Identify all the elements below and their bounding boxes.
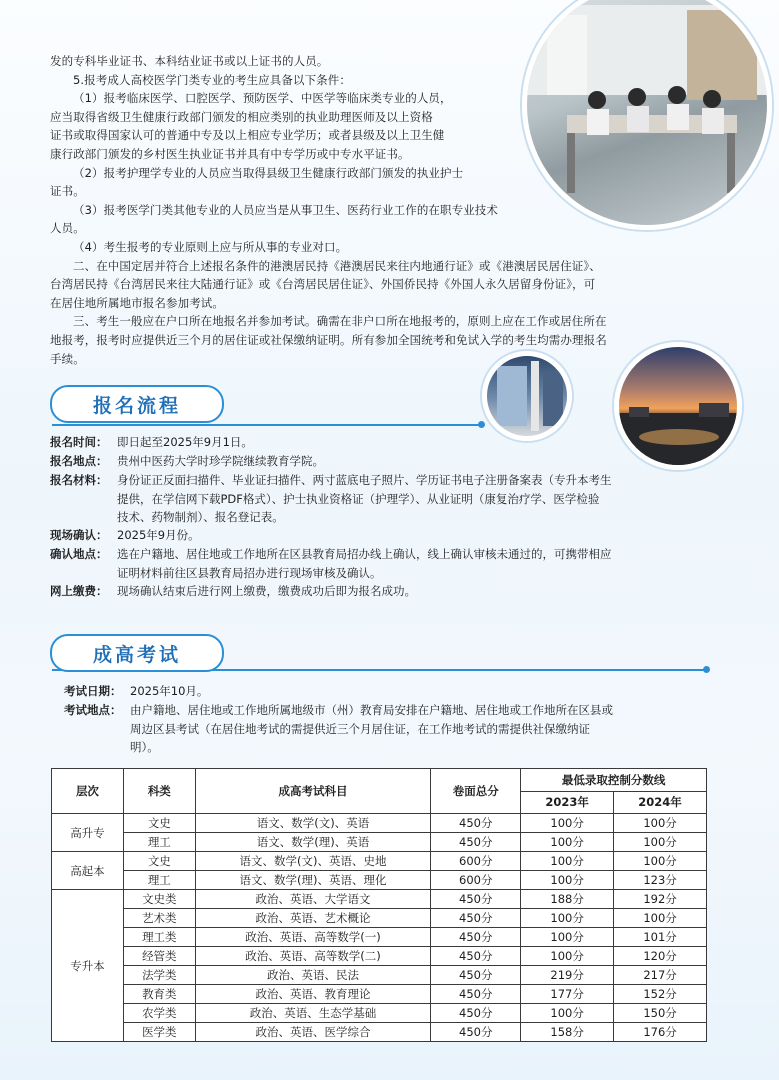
info-value-line: 周边区县考试（在居住地考试的需提供近三个月居住证，在工作地考试的需提供社保缴纳证 xyxy=(130,721,590,736)
info-label: 确认地点： xyxy=(50,547,108,561)
table-cell: 政治、英语、高等数学(一) xyxy=(195,928,431,947)
info-row xyxy=(50,545,720,583)
table-cell: 158分 xyxy=(521,1023,614,1042)
table-cell: 100分 xyxy=(521,928,614,947)
table-cell: 100分 xyxy=(521,871,614,890)
paragraph-line: 二、在中国定居并符合上述报名条件的港澳居民持《港澳居民来往内地通行证》或《港澳居民居住证》、 xyxy=(73,258,601,273)
info-label: 报名地点： xyxy=(50,454,108,468)
table-cell: 152分 xyxy=(614,985,707,1004)
paragraph-line: 人员。 xyxy=(50,221,85,236)
table-cell: 文史 xyxy=(123,852,195,871)
table-cell: 文史类 xyxy=(123,890,195,909)
info-value-line: 由户籍地、居住地或工作地所属地级市（州）教育局安排在户籍地、居住地或工作地所在区县或 xyxy=(130,703,613,717)
table-row xyxy=(52,814,707,833)
table-row xyxy=(52,833,707,852)
info-value: 2025年10月。 xyxy=(130,684,209,698)
table-cell: 450分 xyxy=(431,966,521,985)
table-row xyxy=(52,928,707,947)
table-cell: 450分 xyxy=(431,928,521,947)
table-cell: 450分 xyxy=(431,890,521,909)
score-table xyxy=(51,768,707,1042)
table-cell: 农学类 xyxy=(123,1004,195,1023)
info-value xyxy=(117,545,612,582)
info-value: 现场确认结束后进行网上缴费，缴费成功后即为报名成功。 xyxy=(117,584,416,598)
info-row xyxy=(64,701,714,758)
table-header: 2024年 xyxy=(614,791,707,814)
table-cell: 政治、英语、民法 xyxy=(195,966,431,985)
table-cell: 450分 xyxy=(431,985,521,1004)
info-row xyxy=(50,471,720,528)
table-cell: 经管类 xyxy=(123,947,195,966)
table-cell: 176分 xyxy=(614,1023,707,1042)
table-cell: 450分 xyxy=(431,1004,521,1023)
section-divider xyxy=(52,424,482,426)
paragraph-line: 手续。 xyxy=(50,351,85,366)
info-row xyxy=(50,582,720,601)
table-cell: 政治、英语、大学语文 xyxy=(195,890,431,909)
info-label: 报名材料： xyxy=(50,473,108,487)
top-text-block xyxy=(50,52,720,368)
table-row xyxy=(52,985,707,1004)
info-row xyxy=(50,452,720,471)
info-value: 贵州中医药大学时珍学院继续教育学院。 xyxy=(117,454,324,468)
table-cell: 理工类 xyxy=(123,928,195,947)
paragraph-line: 地报考，报考时应提供近三个月的居住证或社保缴纳证明。所有参加全国统考和免试入学的考生均需办理报名 xyxy=(50,332,607,347)
info-value-line: 技术、药物制剂）、报名登记表。 xyxy=(117,510,284,525)
table-header: 最低录取控制分数线 xyxy=(521,769,707,792)
table-cell: 120分 xyxy=(614,947,707,966)
table-cell: 100分 xyxy=(521,833,614,852)
table-header: 成高考试科目 xyxy=(195,769,431,814)
table-cell: 教育类 xyxy=(123,985,195,1004)
table-cell: 政治、英语、生态学基础 xyxy=(195,1004,431,1023)
table-cell: 600分 xyxy=(431,852,521,871)
table-cell: 100分 xyxy=(614,909,707,928)
table-cell: 450分 xyxy=(431,1023,521,1042)
info-row xyxy=(50,433,720,452)
table-cell: 理工 xyxy=(123,871,195,890)
table-row xyxy=(52,1023,707,1042)
table-header: 层次 xyxy=(52,769,124,814)
table-cell: 政治、英语、教育理论 xyxy=(195,985,431,1004)
table-cell-level: 高升专 xyxy=(52,814,124,852)
table-cell: 150分 xyxy=(614,1004,707,1023)
info-value-line: 明）。 xyxy=(130,740,159,755)
table-cell: 政治、英语、医学综合 xyxy=(195,1023,431,1042)
info-row xyxy=(50,526,720,545)
paragraph-line: 康行政部门颁发的乡村医生执业证书并具有中专学历或中专水平证书。 xyxy=(50,146,410,161)
paragraph-line: 5.报考成人高校医学门类专业的考生应具备以下条件： xyxy=(73,72,351,87)
paragraph-line: 证书或取得国家认可的普通中专及以上相应专业学历；或者县级及以上卫生健 xyxy=(50,128,445,143)
info-label: 报名时间： xyxy=(50,435,108,449)
table-row xyxy=(52,852,707,871)
info-value-line: 身份证正反面扫描件、毕业证扫描件、两寸蓝底电子照片、学历证书电子注册备案表（专升本考生 xyxy=(117,473,612,487)
section-title-exam: 成高考试 xyxy=(50,634,224,672)
table-cell: 政治、英语、高等数学(二) xyxy=(195,947,431,966)
info-value-line: 提供，在学信网下载PDF格式）、护士执业资格证（护理学）、从业证明（康复治疗学、医学检验 xyxy=(117,491,600,506)
table-cell: 177分 xyxy=(521,985,614,1004)
table-cell: 100分 xyxy=(521,1004,614,1023)
table-row xyxy=(52,1004,707,1023)
table-cell: 文史 xyxy=(123,814,195,833)
table-cell: 医学类 xyxy=(123,1023,195,1042)
info-label: 考试日期： xyxy=(64,684,122,698)
table-cell: 100分 xyxy=(614,833,707,852)
paragraph-line: （4）考生报考的专业原则上应与所从事的专业对口。 xyxy=(73,239,348,254)
table-header-row xyxy=(52,769,707,792)
paragraph-line: 在居住地所属地市报名参加考试。 xyxy=(50,295,224,310)
table-cell: 语文、数学(文)、英语 xyxy=(195,814,431,833)
table-cell: 理工 xyxy=(123,833,195,852)
table-cell-level: 专升本 xyxy=(52,890,124,1042)
table-cell: 100分 xyxy=(521,909,614,928)
table-cell: 450分 xyxy=(431,947,521,966)
info-row xyxy=(64,682,714,701)
table-header: 科类 xyxy=(123,769,195,814)
paragraph-line: （2）报考护理学专业的人员应当取得县级卫生健康行政部门颁发的执业护士 xyxy=(73,165,464,180)
table-cell: 101分 xyxy=(614,928,707,947)
table-row xyxy=(52,890,707,909)
table-cell: 语文、数学(理)、英语 xyxy=(195,833,431,852)
table-cell: 450分 xyxy=(431,833,521,852)
table-cell: 100分 xyxy=(521,947,614,966)
paragraph-line: （1）报考临床医学、口腔医学、预防医学、中医学等临床类专业的人员， xyxy=(73,91,452,106)
table-cell: 219分 xyxy=(521,966,614,985)
paragraph-line: 应当取得省级卫生健康行政部门颁发的相应类别的执业助理医师及以上资格 xyxy=(50,109,433,124)
table-cell-level: 高起本 xyxy=(52,852,124,890)
table-cell: 600分 xyxy=(431,871,521,890)
info-label: 考试地点： xyxy=(64,703,122,717)
table-cell: 法学类 xyxy=(123,966,195,985)
table-header: 2023年 xyxy=(521,791,614,814)
section-divider-dot xyxy=(478,421,485,428)
paragraph-line: 台湾居民持《台湾居民来往大陆通行证》或《台湾居民居住证》、外国侨民持《外国人永久居留身份证》，可 xyxy=(50,277,596,292)
table-cell: 188分 xyxy=(521,890,614,909)
info-value: 2025年9月份。 xyxy=(117,528,200,542)
paragraph-line: 发的专科毕业证书、本科结业证书或以上证书的人员。 xyxy=(50,54,329,68)
info-value-line: 选在户籍地、居住地或工作地所在区县教育局招办线上确认，线上确认审核未通过的，可携带相应 xyxy=(117,547,612,561)
table-cell: 123分 xyxy=(614,871,707,890)
table-cell: 政治、英语、艺术概论 xyxy=(195,909,431,928)
table-cell: 100分 xyxy=(521,852,614,871)
table-cell: 100分 xyxy=(521,814,614,833)
info-label: 网上缴费： xyxy=(50,584,108,598)
paragraph-line: （3）报考医学门类其他专业的人员应当是从事卫生、医药行业工作的在职专业技术 xyxy=(73,202,499,217)
paragraph-line: 三、考生一般应在户口所在地报名并参加考试。确需在非户口所在地报考的，原则上应在工作或居住所在 xyxy=(73,314,607,329)
info-value xyxy=(130,701,613,757)
section-divider-dot xyxy=(703,666,710,673)
table-cell: 语文、数学(文)、英语、史地 xyxy=(195,852,431,871)
info-value: 即日起至2025年9月1日。 xyxy=(117,435,253,449)
table-cell: 艺术类 xyxy=(123,909,195,928)
table-row xyxy=(52,909,707,928)
section-title-registration: 报名流程 xyxy=(50,385,224,423)
table-row xyxy=(52,947,707,966)
table-header: 卷面总分 xyxy=(431,769,521,814)
info-value xyxy=(117,471,612,527)
paragraph-line: 证书。 xyxy=(50,184,85,199)
info-label: 现场确认： xyxy=(50,528,108,542)
table-row xyxy=(52,871,707,890)
table-cell: 450分 xyxy=(431,909,521,928)
table-cell: 217分 xyxy=(614,966,707,985)
info-value-line: 证明材料前往区县教育局招办进行现场审核及确认。 xyxy=(117,565,382,580)
table-cell: 语文、数学(理)、英语、理化 xyxy=(195,871,431,890)
table-cell: 100分 xyxy=(614,814,707,833)
table-cell: 450分 xyxy=(431,814,521,833)
table-row xyxy=(52,966,707,985)
table-cell: 100分 xyxy=(614,852,707,871)
table-cell: 192分 xyxy=(614,890,707,909)
